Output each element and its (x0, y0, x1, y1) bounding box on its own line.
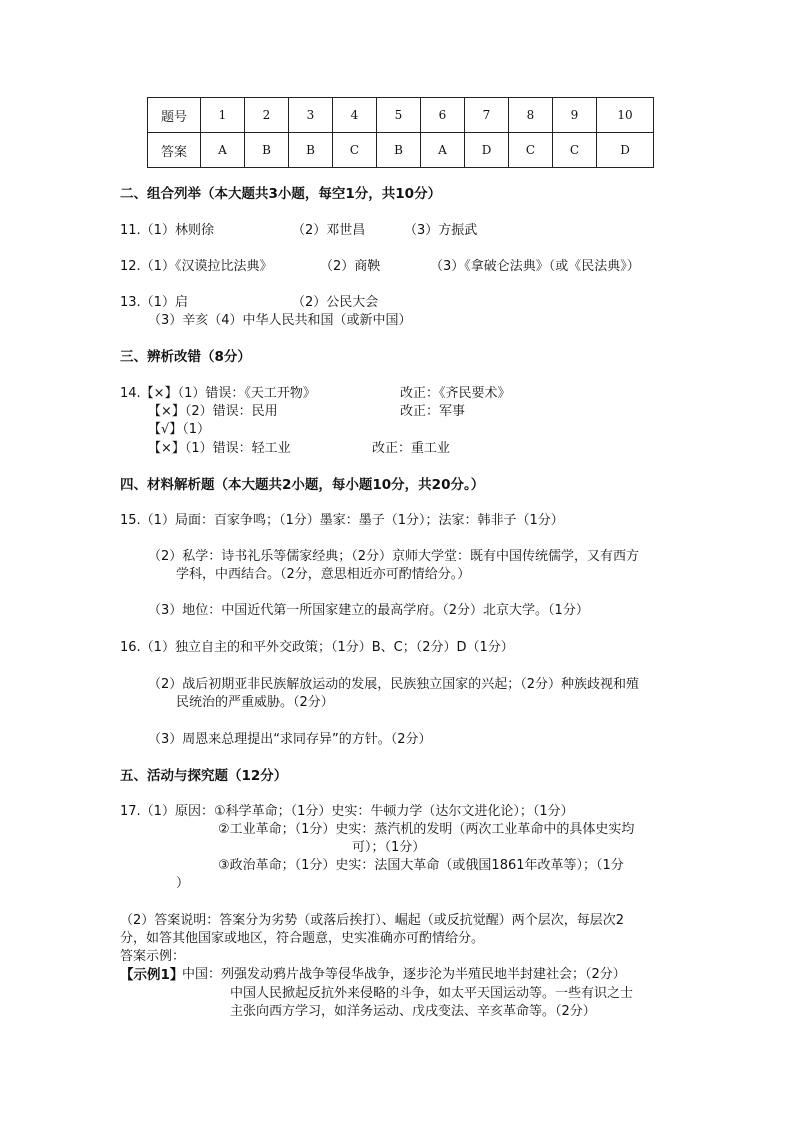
table-cell: 6 (421, 98, 465, 133)
answer-line: 【√】（1） (148, 422, 211, 437)
answer-line: ） (176, 876, 190, 891)
answer-line: 答案示例： (120, 949, 186, 964)
table-cell: B (377, 133, 421, 168)
table-cell: A (421, 133, 465, 168)
answer-line: 可）；（1分） (352, 840, 426, 855)
answer-line: （2）邓世昌 (292, 223, 366, 238)
table-cell: 9 (553, 98, 597, 133)
answer-table (147, 97, 654, 168)
table-cell: D (597, 133, 654, 168)
table-cell: 1 (201, 98, 245, 133)
answer-line: 主张向西方学习，如洋务运动、戊戌变法、辛亥革命等。（2分） (230, 1004, 596, 1019)
table-cell: D (465, 133, 509, 168)
row-label: 答案 (148, 133, 201, 168)
table-cell: B (289, 133, 333, 168)
table-cell: A (201, 133, 245, 168)
answer-line: （3）《拿破仑法典》（或《民法典》） (430, 259, 640, 274)
answer-line: 12.（1）《汉谟拉比法典》 (120, 259, 273, 274)
answer-line: （2）商鞅 (320, 259, 381, 274)
answer-line: 中国：列强发动鸦片战争等侵华战争，逐步沦为半殖民地半封建社会；（2分） (182, 967, 626, 982)
answer-line: （3）地位：中国近代第一所国家建立的最高学府。（2分）北京大学。（1分） (148, 603, 589, 618)
answer-row (148, 133, 654, 168)
example-label: 【示例1】 (120, 967, 184, 983)
section-heading: 五、活动与探究题（12分） (120, 768, 288, 784)
table-cell: 8 (509, 98, 553, 133)
table-cell: C (553, 133, 597, 168)
table-cell: 3 (289, 98, 333, 133)
answer-line: 中国人民掀起反抗外来侵略的斗争，如太平天国运动等。一些有识之士 (230, 986, 634, 1001)
table-cell: C (509, 133, 553, 168)
answer-line: 【×】（1）错误：轻工业 (148, 441, 291, 456)
answer-line: 14.【×】（1）错误：《天工开物》 (120, 386, 316, 401)
answer-line: 15.（1）局面：百家争鸣；（1分）墨家：墨子（1分）；法家：韩非子（1分） (120, 513, 564, 528)
answer-line: （2）私学：诗书礼乐等儒家经典；（2分）京师大学堂：既有中国传统儒学，又有西方 (148, 549, 640, 564)
answer-line: ②工业革命；（1分）史实：蒸汽机的发明（两次工业革命中的具体史实均 (218, 822, 635, 837)
table-cell: 10 (597, 98, 654, 133)
answer-line: （2）战后初期亚非民族解放运动的发展，民族独立国家的兴起；（2分）种族歧视和殖 (148, 677, 640, 692)
table-cell: 7 (465, 98, 509, 133)
answer-line: 11.（1）林则徐 (120, 223, 214, 238)
answer-line: 13.（1）启 (120, 295, 188, 310)
answer-line: 改正：军事 (400, 404, 466, 419)
answer-line: 16.（1）独立自主的和平外交政策；（1分）B、C；（2分）D（1分） (120, 640, 514, 655)
table-cell: 2 (245, 98, 289, 133)
table-cell: B (245, 133, 289, 168)
answer-line: （3）周恩来总理提出“求同存异”的方针。（2分） (148, 732, 432, 747)
row-label: 题号 (148, 98, 201, 133)
table-cell: C (333, 133, 377, 168)
answer-line: ③政治革命；（1分）史实：法国大革命（或俄国1861年改革等）；（1分 (218, 858, 624, 873)
answer-line: 改正：重工业 (372, 441, 451, 456)
section-heading: 四、材料解析题（本大题共2小题，每小题10分，共20分。） (120, 477, 485, 493)
answer-line: 改正：《齐民要术》 (400, 386, 511, 401)
answer-line: （3）方振武 (404, 223, 478, 238)
answer-line: 17.（1）原因：①科学革命；（1分）史实：牛顿力学（达尔文进化论）；（1分） (120, 804, 574, 819)
answer-line: 分，如答其他国家或地区，符合题意，史实准确亦可酌情给分。 (120, 931, 485, 946)
answer-line: （3）辛亥（4）中华人民共和国（或新中国） (148, 313, 412, 328)
section-heading: 二、组合列举（本大题共3小题，每空1分，共10分） (120, 186, 442, 202)
answer-line: （2）公民大会 (292, 295, 379, 310)
answer-line: （2）答案说明：答案分为劣势（或落后挨打）、崛起（或反抗觉醒）两个层次，每层次2 (120, 913, 625, 928)
answer-line: 民统治的严重威胁。（2分） (176, 695, 334, 710)
section-heading: 三、辨析改错（8分） (120, 349, 251, 365)
answer-line: 学科，中西结合。（2分，意思相近亦可酌情给分。） (176, 567, 471, 582)
table-cell: 5 (377, 98, 421, 133)
table-cell: 4 (333, 98, 377, 133)
question-number-row (148, 98, 654, 133)
answer-line: 【×】（2）错误：民用 (148, 404, 278, 419)
